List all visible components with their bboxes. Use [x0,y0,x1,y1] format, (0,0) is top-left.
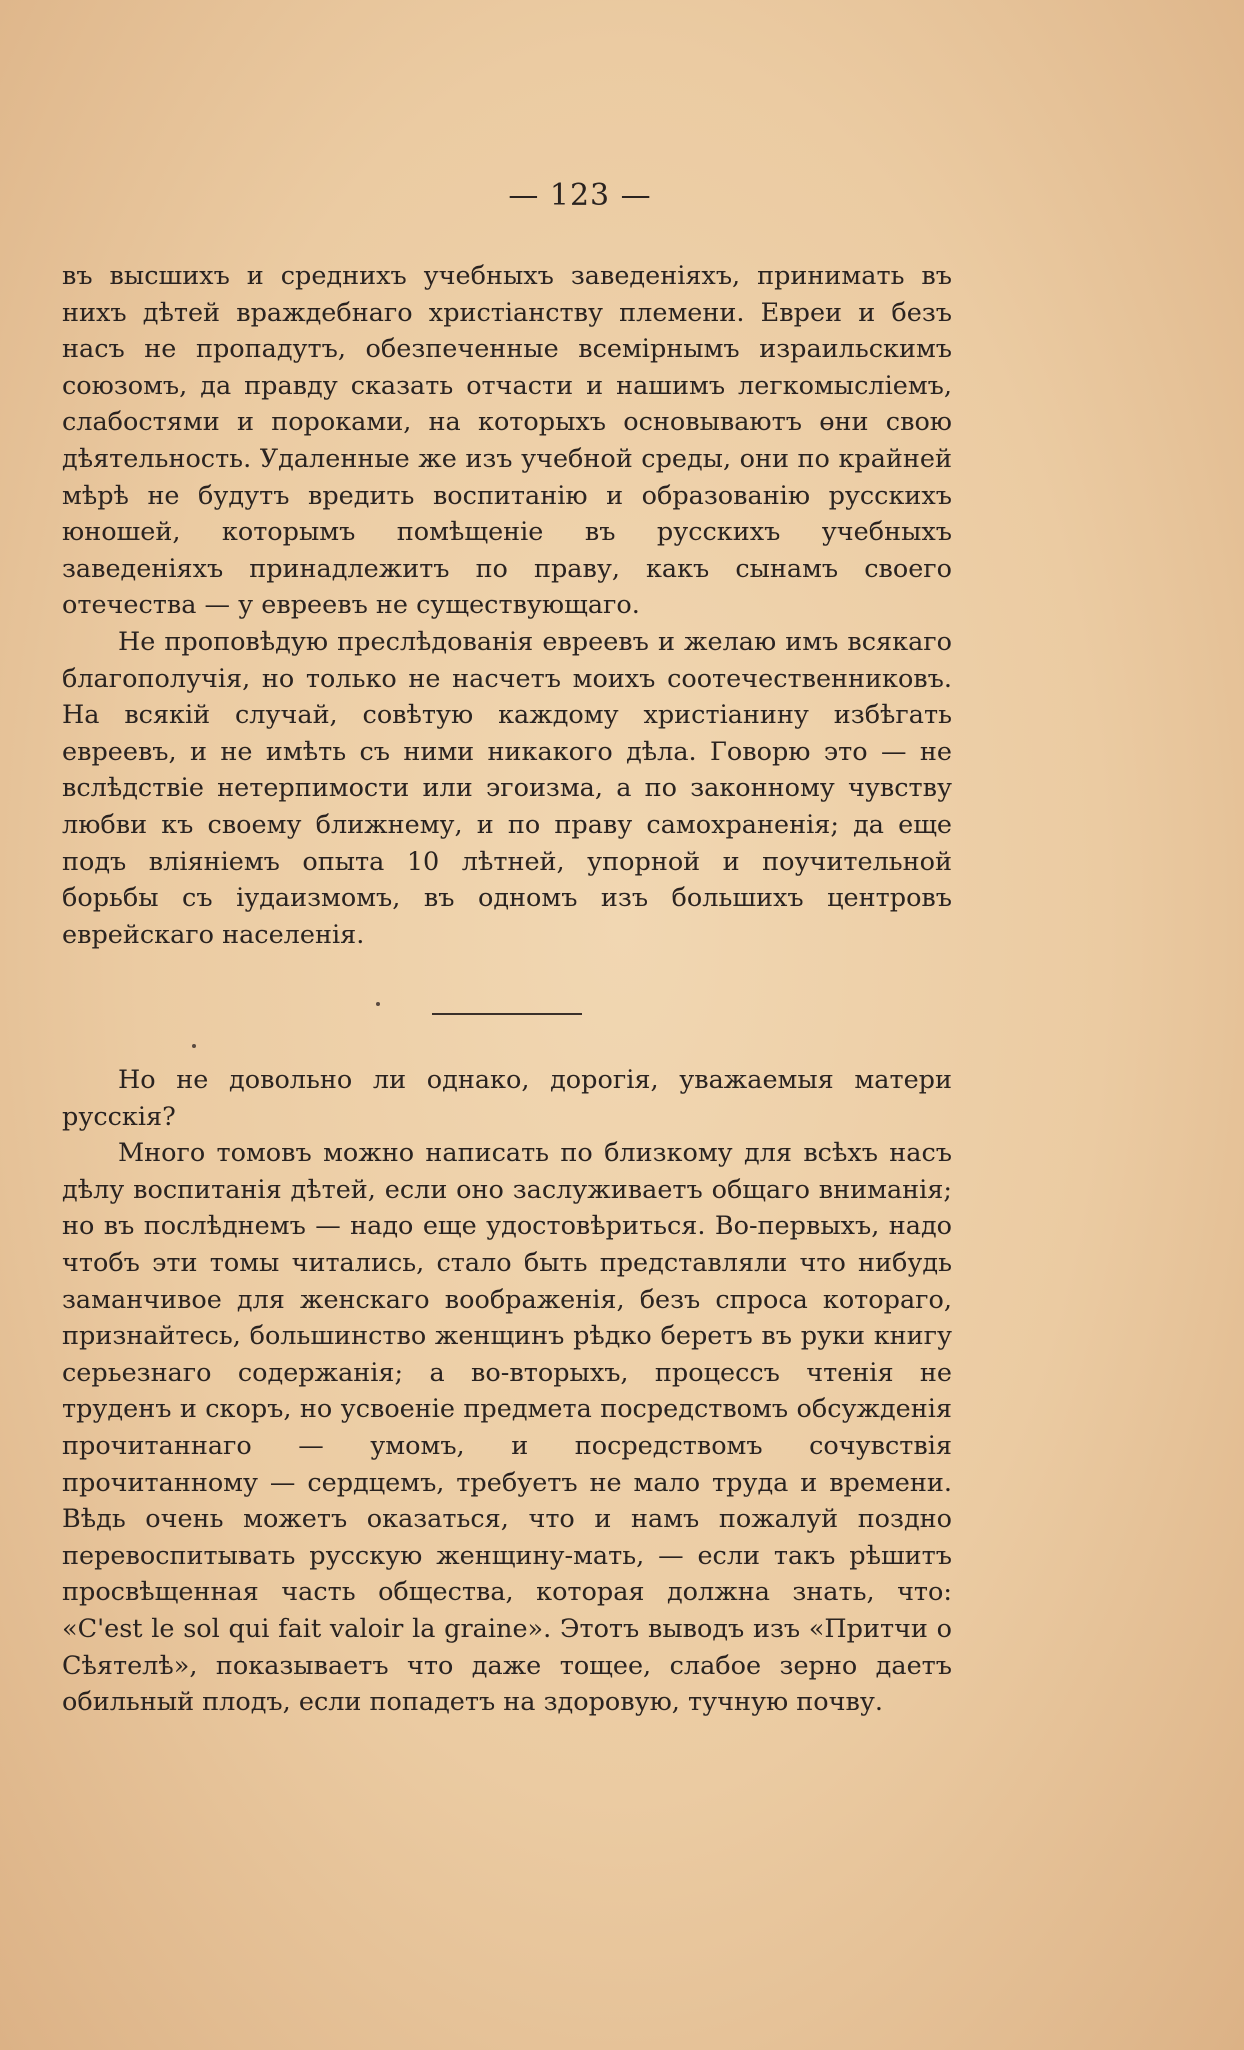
paragraph: Много томовъ можно написать по близкому для всѣхъ насъ дѣлу воспитанія дѣтей, если оно заслуживаетъ общаго вниманія; но въ послѣднемъ — надо еще удостовѣриться. Во-первыхъ, надо чтобъ эти томы читались, стало быть представляли что нибудь заманчивое для женскаго воображенія, безъ спроса котораго, признайтесь, большинство женщинъ рѣдко беретъ въ руки книгу серьезнаго содержанія; а во-вторыхъ, процессъ чтенія не труденъ и скоръ, но усвоеніе предмета посредствомъ обсужденія прочитаннаго — умомъ, и посредствомъ сочувствія прочитанному — сердцемъ, требуетъ не мало труда и времени. Вѣдь очень можетъ оказаться, что и намъ пожалуй поздно перевоспитывать русскую женщину-мать, — если такъ рѣшитъ просвѣщенная часть общества, которая должна знать, что: «C'est le sol qui fait valoir la graine». Этотъ выводъ изъ «Притчи о Сѣятелѣ», показываетъ что даже тощее, слабое зерно даетъ обильный плодъ, если попадетъ на здоровую, тучную почву. [62,1138,952,1718]
page-number: — 123 — [508,178,652,213]
paragraph-continuation: въ высшихъ и среднихъ учебныхъ заведеніяхъ, принимать въ нихъ дѣтей враждебнаго христіанству племени. Евреи и безъ насъ не пропадутъ, обезпеченные всемірнымъ израильскимъ союзомъ, да правду сказать отчасти и нашимъ легкомысліемъ, слабостями и пороками, на которыхъ основываютъ өни свою дѣятельность. Удаленные же изъ учебной среды, они по крайней мѣрѣ не будутъ вредить воспитанію и образованію русскихъ юношей, которымъ помѣщеніе въ русскихъ учебныхъ заведеніяхъ принадлежитъ по праву, какъ сынамъ своего отечества — у евреевъ не существующаго. [62,261,952,621]
paragraph: Не проповѣдую преслѣдованія евреевъ и желаю имъ всякаго благополучія, но только не насчетъ моихъ соотечественниковъ. На всякій случай, совѣтую каждому христіанину избѣгать евреевъ, и не имѣть съ ними никакого дѣла. Говорю это — не вслѣдствіе нетерпимости или эгоизма, а по законному чувству любви къ своему ближнему, и по праву самохраненія; да еще подъ вліяніемъ опыта 10 лѣтней, упорной и поучительной борьбы съ іудаизмомъ, въ одномъ изъ большихъ центровъ еврейскаго населенія. [62,626,952,950]
ink-speck [192,1044,196,1048]
section-divider [432,1013,582,1015]
text-block-top [62,258,952,953]
ink-speck [376,1002,380,1006]
paragraph: Но не довольно ли однако, дорогія, уважаемыя матери русскія? [62,1065,952,1132]
text-block-bottom [62,1062,952,1721]
